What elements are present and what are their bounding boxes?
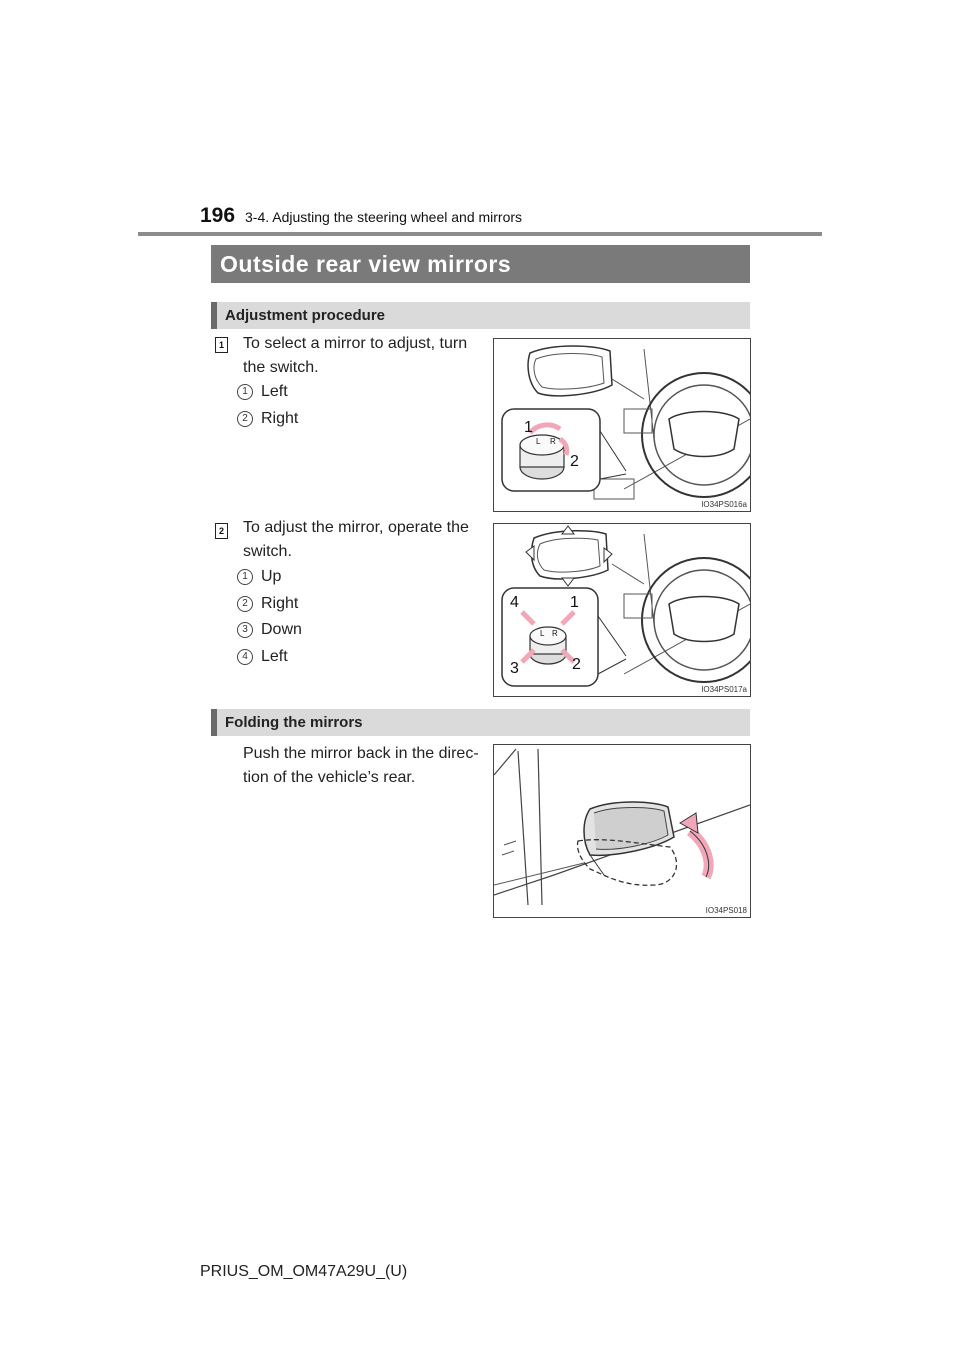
mirror-adjust-figure (493, 523, 751, 697)
step-1-item-2-number: 2 (237, 411, 253, 427)
step-2-item-2-label: Right (261, 595, 299, 612)
adjustment-heading-bar (211, 302, 750, 329)
figure-2-code: IO34PS017a (701, 685, 747, 694)
document-code: PRIUS_OM_OM47A29U_(U) (200, 1263, 408, 1280)
mirror-select-figure (493, 338, 751, 512)
figure-1-switch-r: R (550, 437, 556, 446)
mirror-fold-illustration (494, 745, 750, 917)
section-title: Outside rear view mirrors (220, 251, 512, 277)
step-2-item-4-label: Left (261, 648, 288, 665)
figure-2-callout-2: 2 (572, 656, 581, 673)
folding-text-line2: tion of the vehicle’s rear. (243, 769, 416, 786)
step-2-text-line1: To adjust the mirror, operate the (243, 519, 469, 536)
mirror-fold-figure (493, 744, 751, 918)
step-1-item-1-label: Left (261, 383, 288, 400)
section-path: 3-4. Adjusting the steering wheel and mirrors (245, 209, 523, 225)
page-number: 196 (200, 204, 236, 227)
figure-2-callout-1: 1 (570, 594, 579, 611)
step-2-item-1-number: 1 (237, 569, 253, 585)
folding-heading: Folding the mirrors (225, 714, 363, 731)
folding-text-line1: Push the mirror back in the direc- (243, 745, 479, 762)
section-title-bar (211, 245, 750, 283)
step-2-item-4-number: 4 (237, 649, 253, 665)
figure-1-code: IO34PS016a (701, 500, 747, 509)
header-rule (138, 232, 822, 236)
folding-heading-bar (211, 709, 750, 736)
step-2-item-3-number: 3 (237, 622, 253, 638)
figure-2-callout-3: 3 (510, 660, 519, 677)
figure-2-switch-r: R (552, 629, 558, 638)
figure-1-callout-2: 2 (570, 453, 579, 470)
adjustment-heading: Adjustment procedure (225, 307, 386, 324)
step-1-item-2-label: Right (261, 410, 299, 427)
mirror-adjust-illustration (494, 524, 750, 696)
step-2-item-3-label: Down (261, 621, 302, 638)
step-2-item-2-number: 2 (237, 596, 253, 612)
step-1-text-line2: the switch. (243, 359, 319, 376)
step-1-badge: 1 (215, 337, 228, 353)
step-2-text-line2: switch. (243, 543, 292, 560)
step-2-badge: 2 (215, 523, 228, 539)
figure-3-code: IO34PS018 (705, 906, 747, 915)
figure-2-switch-l: L (540, 629, 545, 638)
step-1-item-1-number: 1 (237, 384, 253, 400)
figure-1-callout-1: 1 (524, 419, 533, 436)
step-2-item-1-label: Up (261, 568, 282, 585)
figure-2-callout-4: 4 (510, 594, 519, 611)
step-1-text-line1: To select a mirror to adjust, turn (243, 335, 468, 352)
figure-1-switch-l: L (536, 437, 541, 446)
